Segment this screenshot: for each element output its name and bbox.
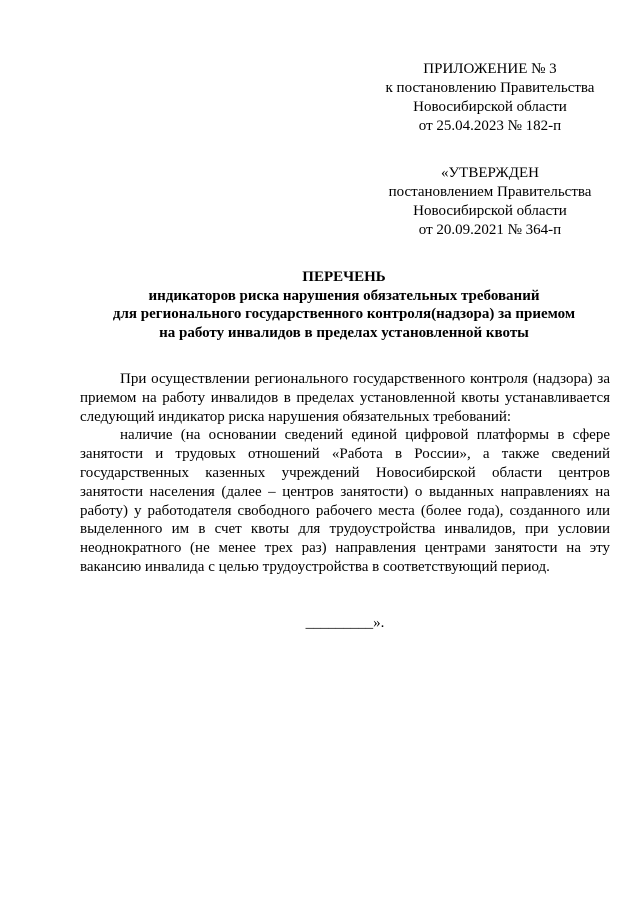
body-paragraph-indicator: наличие (на основании сведений единой цифровой платформы в сфере занятости и трудовых отношений «Работа в России», а также сведений государственных казенных учреждений Новосибирской области центров занятости населения (далее – центров занятости) о выданных направлениях на работу) у работодателя свободного рабочего места (более года), созданного или выделенного им в счет квоты для трудоустройства инвалидов, при условии неоднократного (не менее трех раз) направления центрами занятости на эту вакансию инвалида с целью трудоустройства в соответствующий период. [80,427,610,575]
document-body [80,370,610,577]
title-line-4: на работу инвалидов в пределах установленной квоты [159,324,529,341]
title-heading: ПЕРЕЧЕНЬ [302,269,386,285]
document-title [60,268,628,342]
approved-label: «УТВЕРЖДЕН [441,165,539,181]
title-line-2: индикаторов риска нарушения обязательных требований [148,287,540,304]
closing-mark: _________». [305,615,385,631]
approved-date: от 20.09.2021 № 364-п [418,222,562,238]
appendix-region: Новосибирской области [413,99,567,115]
approved-region: Новосибирской области [413,203,567,219]
appendix-date: от 25.04.2023 № 182-п [418,118,562,134]
approved-by: постановлением Правительства [388,184,592,200]
appendix-header [380,60,600,136]
appendix-number: ПРИЛОЖЕНИЕ № 3 [423,61,557,77]
appendix-ref-line: к постановлению Правительства [385,80,595,96]
body-paragraph-intro: При осуществлении регионального государственного контроля (надзора) за приемом на работу инвалидов в пределах установленной квоты устанавливается следующий индикатор риска нарушения обязательных требований: [80,371,610,425]
approval-stamp [380,164,600,240]
title-line-3: для регионального государственного контроля(надзора) за приемом [112,306,576,322]
